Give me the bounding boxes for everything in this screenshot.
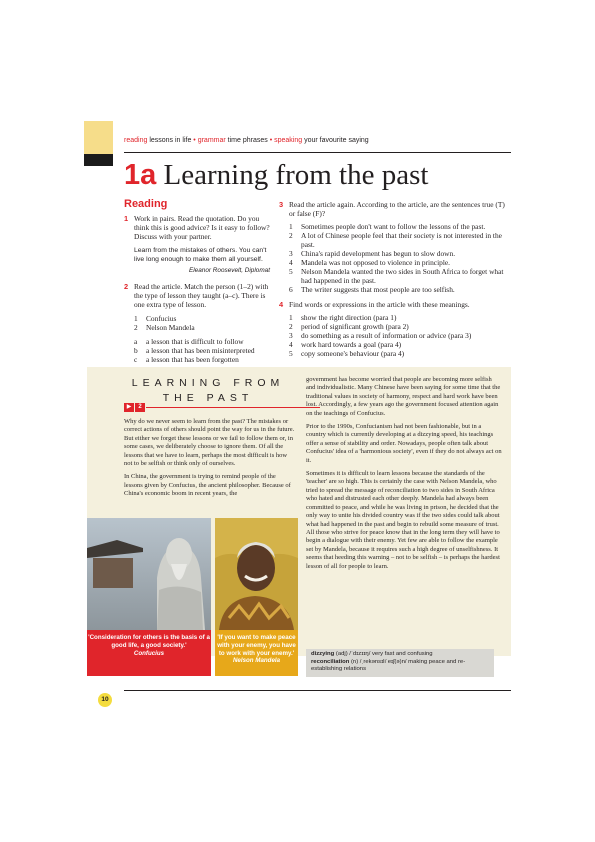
list-item: b a lesson that has been misinterpreted — [134, 346, 255, 355]
glossary-entry: dizzying (adj) /ˈdɪzɪɪŋ/ very fast and confusing — [311, 651, 433, 657]
exercise-instruction: Read the article. Match the person (1–2) with the type of lesson they taught (a–c). There is one extra type of lesson. — [134, 282, 269, 309]
caption-quote: 'Consideration for others is the basis of a good life, a good society.' — [88, 634, 210, 649]
topic-keyword: grammar — [197, 137, 226, 144]
nelson-mandela-photo — [215, 518, 298, 630]
caption-attribution: Nelson Mandela — [232, 657, 281, 665]
list-item: 5 Nelson Mandela wanted the two sides in South Africa to forget what had happened in the past. — [289, 267, 504, 285]
audio-track[interactable] — [124, 403, 154, 412]
lesson-number: 1a — [124, 159, 157, 191]
list-item: 2 A lot of Chinese people feel that their society is not interested in the past. — [289, 231, 502, 249]
list-item: 4 work hard towards a goal (para 4) — [289, 340, 402, 349]
quotation — [134, 246, 270, 264]
list-item: 5 copy someone's behaviour (para 4) — [289, 349, 405, 358]
exercise-4 — [279, 300, 511, 358]
glossary-box — [306, 649, 494, 677]
list-item: c a lesson that has been forgotten — [134, 355, 239, 364]
article-paragraph: In China, the government is trying to remind people of the lessons given by Confucius, the ancient philosopher. Because of China's economic boom in recent years, the — [124, 473, 291, 498]
quotation-attribution: Eleanor Roosevelt, Diplomat — [189, 267, 270, 274]
exercise-number: 4 — [279, 300, 284, 309]
exercise-instruction: Read the article again. According to the article, are the sentences true (T) or false (F)? — [289, 200, 505, 218]
topic-text: your favourite saying — [304, 137, 369, 144]
article-right-column — [306, 376, 502, 576]
article-paragraph: Why do we never seem to learn from the past? The mistakes or correct actions of others should point the way for us in the future. But either we forget these lessons or we fail to follow them or, in some cases, we deliberately choose to ignore them. Of all the lessons that we have to learn, perhaps the most difficult is how not to be selfish or think only of ourselves. — [124, 418, 295, 468]
quotation-text: Learn from the mistakes of others. You can't live long enough to make them all yourself. — [134, 247, 267, 263]
article-title: LEARNING FROM THE PAST — [131, 377, 285, 404]
exercise-3 — [279, 200, 511, 294]
exercise-number: 2 — [124, 282, 129, 291]
exercise-number: 3 — [279, 200, 284, 209]
list-item: 2 Nelson Mandela — [134, 323, 195, 332]
list-item: 3 China's rapid development has begun to slow down. — [289, 249, 456, 258]
caption-attribution: Confucius — [133, 649, 165, 657]
unit-topics-strip — [124, 137, 369, 144]
topic-keyword: reading — [124, 137, 148, 144]
glossary-entry: reconciliation (n) /ˌrekənsɪliˈeɪʃ(ə)n/ making peace and re-establishing relations — [311, 658, 466, 673]
caption-quote: 'If you want to make peace with your enemy, you have to work with your enemy.' — [217, 634, 296, 657]
mandela-caption — [215, 630, 298, 676]
track-rule — [146, 407, 320, 408]
section-heading: Reading — [124, 198, 168, 210]
lesson-type-list — [134, 337, 270, 364]
top-rule — [124, 152, 511, 153]
exercise-instruction: Work in pairs. Read the quotation. Do you think this is good advice? Is it easy to follow? Discuss with your partner. — [134, 214, 270, 241]
track-number: 2 — [135, 403, 145, 412]
list-item: 4 Mandela was not opposed to violence in principle. — [289, 258, 451, 267]
topic-text: lessons in life — [149, 137, 192, 144]
list-item: 2 period of significant growth (para 2) — [289, 322, 409, 331]
topic-separator: • — [193, 137, 196, 144]
page-number: 10 — [98, 693, 112, 707]
list-item: 1 Sometimes people don't want to follow the lessons of the past. — [289, 222, 486, 231]
topic-text: time phrases — [227, 137, 268, 144]
bottom-rule — [124, 690, 511, 691]
article-left-column — [124, 418, 296, 504]
list-item: 6 The writer suggests that most people are too selfish. — [289, 285, 455, 294]
topic-separator: • — [269, 137, 273, 144]
confucius-caption — [87, 630, 211, 676]
people-list — [134, 314, 270, 332]
list-item: 1 show the right direction (para 1) — [289, 313, 397, 322]
right-exercise-column — [279, 200, 511, 358]
confucius-statue-photo — [87, 518, 211, 630]
article-paragraph: Sometimes it is difficult to learn lessons because the standards of the 'teacher' are so high. This is certainly the case with Nelson Mandela, who tried to spread the message of reconciliation to two sides in South Africa who hated and distrusted each other deeply. Mandela had always been committed to peace, and while he was living in prison, he decided that the only way to unite his divided country was if the two sides could talk about what had happened in the past and begin to rebuild some measure of trust. All those who strive for peace know that in the long term they will have to begin a dialogue with their enemy. Yet few are able to follow the example set by Mandela, because it requires such a high degree of unselfishness. It seems that heeding this warning – not to be selfish – is perhaps the hardest lesson of all for people to learn. — [306, 470, 500, 570]
exercise-instruction: Find words or expressions in the article with these meanings. — [289, 300, 470, 309]
list-item: 3 do something as a result of information or advice (para 3) — [289, 331, 472, 340]
exercise-2 — [124, 282, 270, 364]
lesson-title: Learning from the past — [163, 159, 429, 191]
list-item: a a lesson that is difficult to follow — [134, 337, 244, 346]
exercise-1 — [124, 214, 270, 275]
exercise-number: 1 — [124, 214, 129, 223]
true-false-list — [289, 222, 511, 294]
play-icon[interactable]: ▶ — [124, 403, 134, 412]
page-title — [124, 158, 428, 192]
page-corner-tab — [84, 121, 113, 154]
page-corner-tab-dark — [84, 154, 113, 166]
topic-keyword: speaking — [274, 137, 303, 144]
article-paragraph: Prior to the 1990s, Confucianism had not been fashionable, but in a country which is currently developing at a dizzying speed, his teachings offer a sense of stability and order. Nowadays, people often talk about Confucius' idea of a 'harmonious society', even if they do not always act on it. — [306, 423, 502, 464]
vocabulary-meanings-list — [289, 313, 511, 358]
list-item: 1 Confucius — [134, 314, 177, 323]
article-paragraph: government has become worried that people are becoming more selfish and individualistic. Many Chinese have been saying for some time that the traditional values in society of harmony, respect and hard work have been lost. Accordingly, a few years ago the government focused attention again on the teachings of Confucius. — [306, 376, 501, 417]
left-exercise-column — [124, 214, 270, 364]
